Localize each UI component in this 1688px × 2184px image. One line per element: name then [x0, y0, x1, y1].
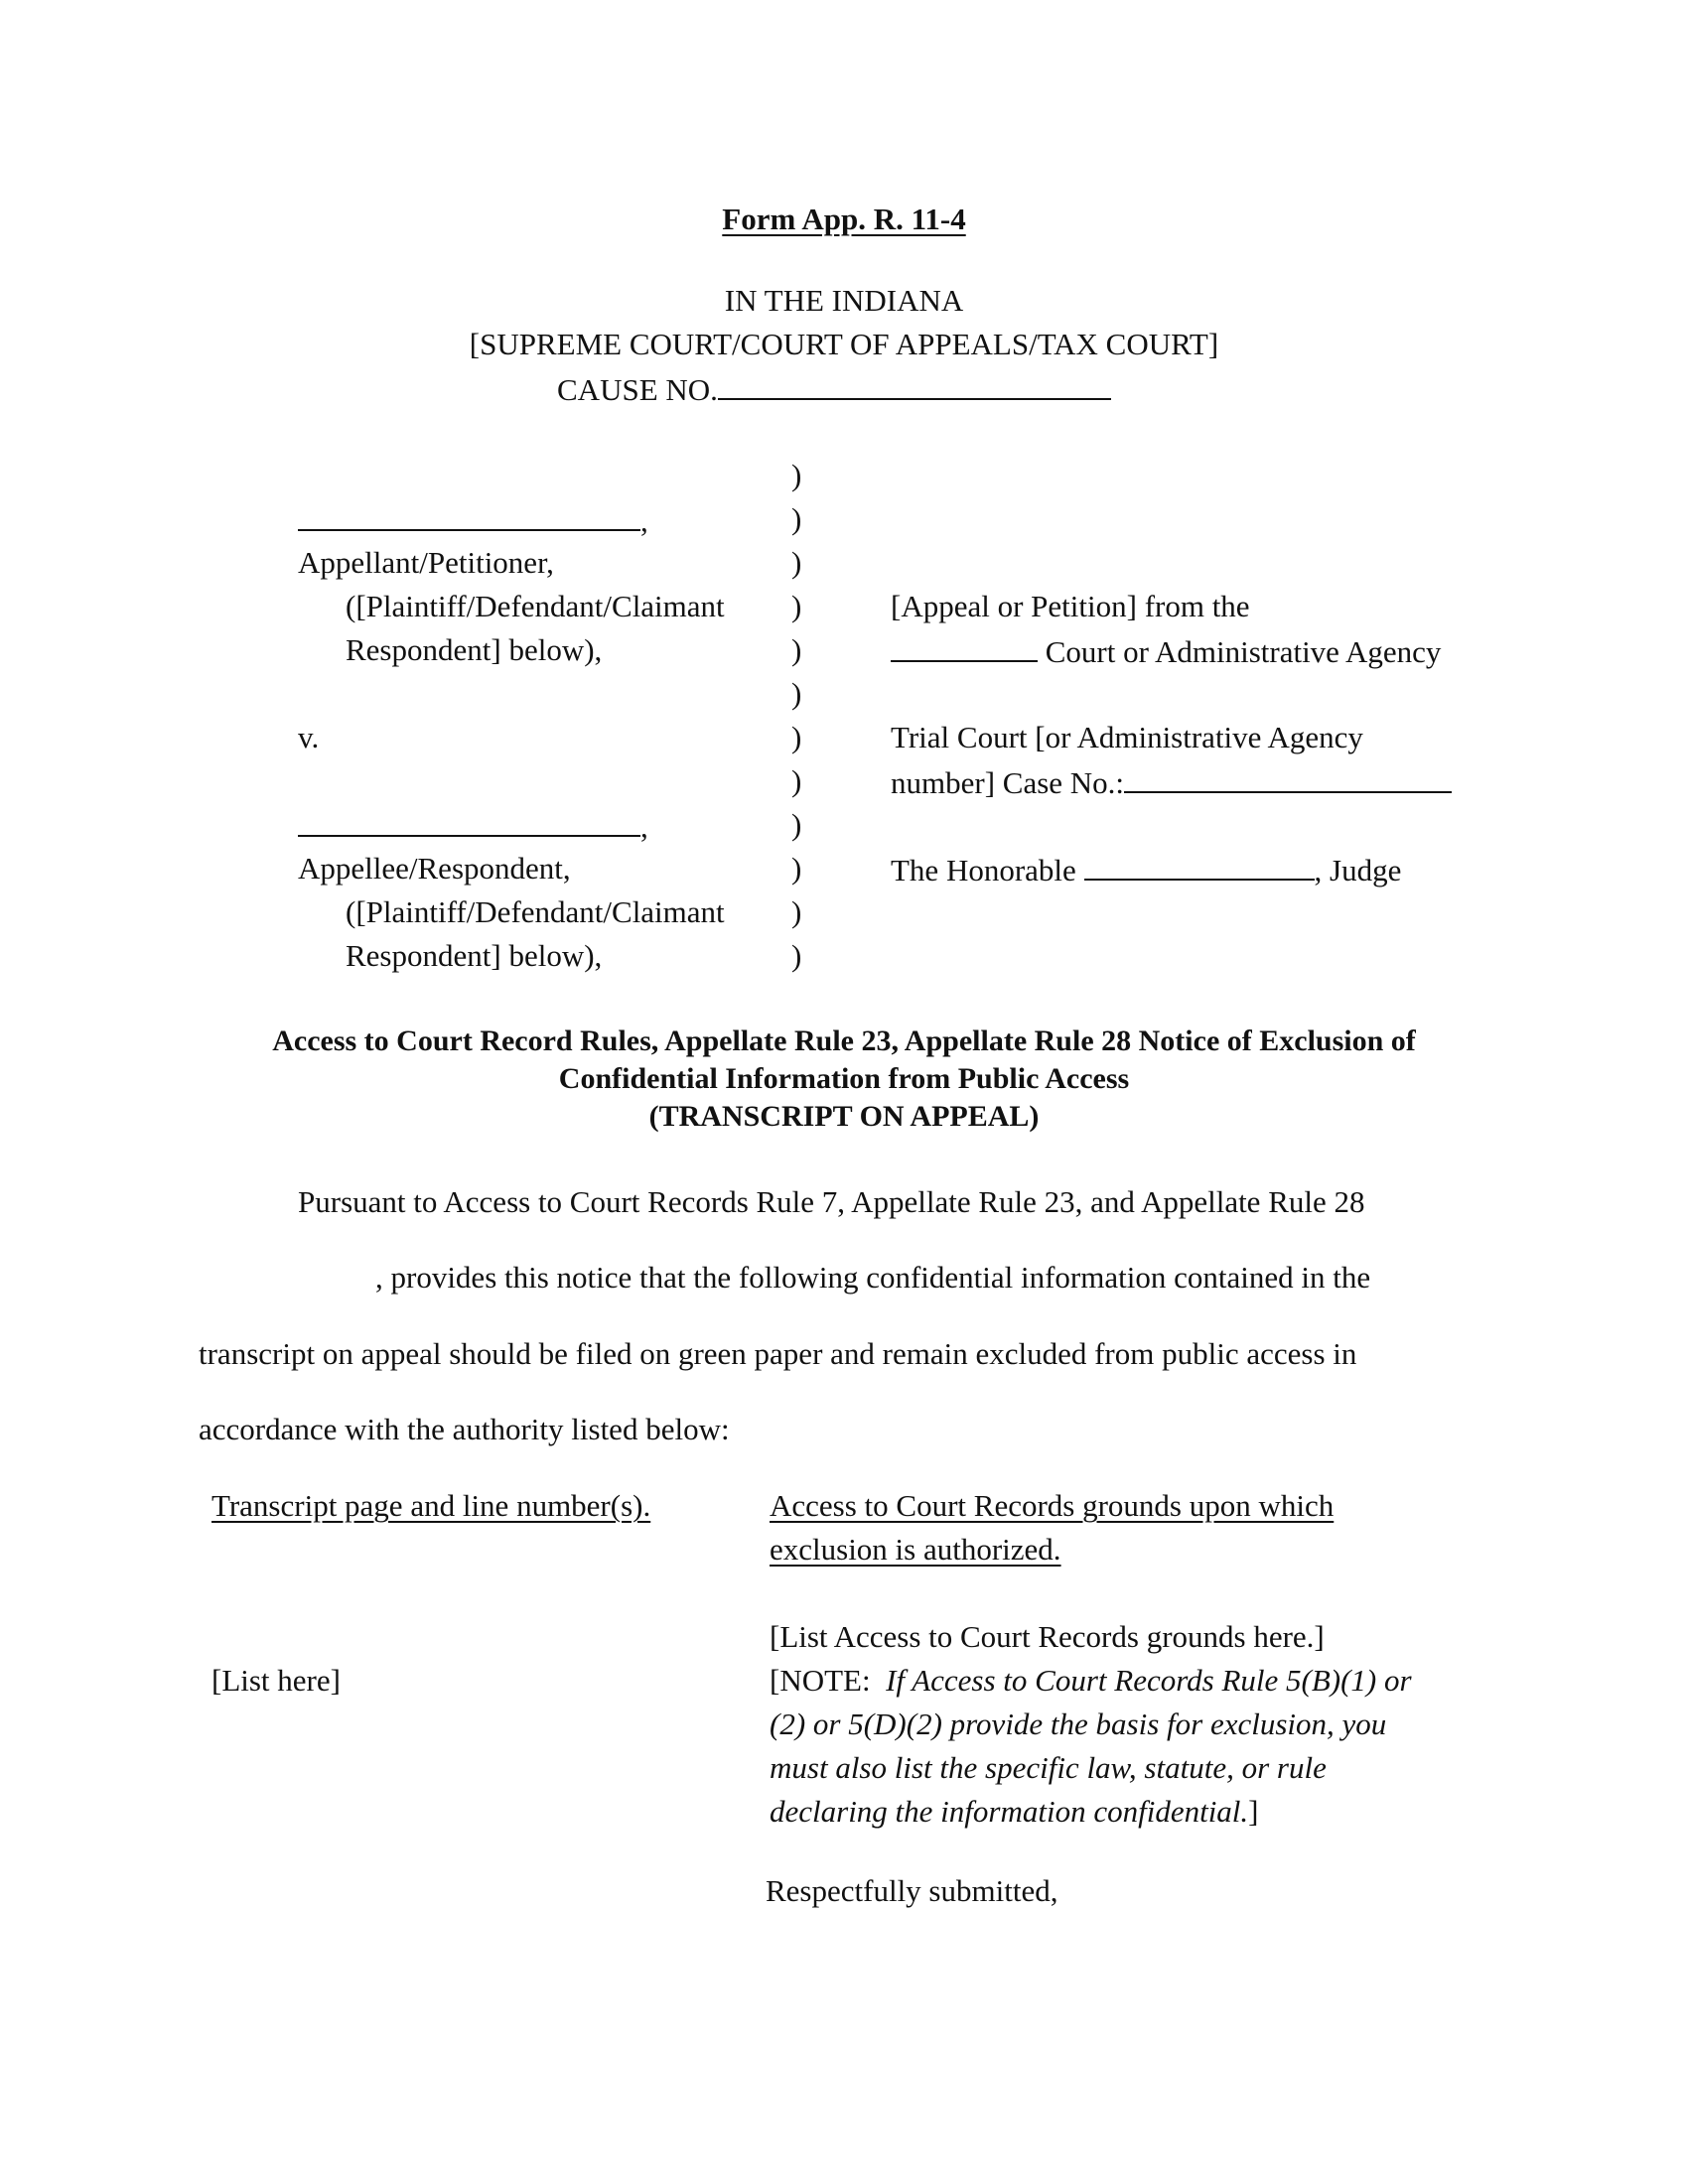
caption-paren: ) [791, 807, 802, 842]
cause-number-blank [718, 372, 1111, 400]
caption-paren: ) [791, 763, 802, 798]
col-header-grounds-2: exclusion is authorized. [770, 1532, 1061, 1567]
caption-paren: ) [791, 894, 802, 929]
body-line-3: transcript on appeal should be filed on green paper and remain excluded from public access in [199, 1336, 1357, 1371]
honorable-line: The Honorable , Judge [891, 853, 1402, 887]
caption-paren: ) [791, 676, 802, 711]
appellant-name-blank [298, 503, 640, 531]
caption-paren: ) [791, 501, 802, 536]
caption-paren: ) [791, 545, 802, 580]
caption-paren: ) [791, 458, 802, 492]
caption-paren: ) [791, 589, 802, 623]
col-header-grounds-1: Access to Court Records grounds upon which [770, 1488, 1335, 1523]
note-line-3: must also list the specific law, statute, or rule [770, 1750, 1327, 1785]
appellee-name-line: , [298, 809, 648, 842]
caption-paren: ) [791, 632, 802, 667]
col-header-transcript: Transcript page and line number(s). [211, 1488, 651, 1523]
notice-title-3: (TRANSCRIPT ON APPEAL) [648, 1100, 1040, 1133]
appellant-role-1: ([Plaintiff/Defendant/Claimant [346, 589, 725, 623]
note-line-4: declaring the information confidential.] [770, 1794, 1259, 1829]
appeal-from: [Appeal or Petition] from the [891, 589, 1250, 623]
notice-title-2: Confidential Information from Public Access [558, 1062, 1130, 1095]
cause-number-line [557, 372, 1111, 405]
notice-title-1: Access to Court Record Rules, Appellate Rule 23, Appellate Rule 28 Notice of Exclusion of [272, 1024, 1416, 1057]
caption-paren: ) [791, 720, 802, 754]
appellant-name-line: , [298, 503, 648, 536]
appellee-role-2: Respondent] below), [346, 938, 603, 973]
list-here: [List here] [211, 1663, 341, 1698]
closing: Respectfully submitted, [766, 1873, 1058, 1908]
trial-case-1: Trial Court [or Administrative Agency [891, 720, 1363, 754]
appellee-role-1: ([Plaintiff/Defendant/Claimant [346, 894, 725, 929]
caption-paren: ) [791, 938, 802, 973]
appellee-label: Appellee/Respondent, [298, 851, 571, 886]
trial-case-line: number] Case No.: [891, 765, 1452, 798]
body-line-2: , provides this notice that the following confidential information contained in the [375, 1260, 1371, 1295]
versus: v. [298, 720, 320, 754]
cause-label: CAUSE NO. [557, 372, 718, 407]
form-id: Form App. R. 11-4 [722, 202, 966, 236]
body-line-4: accordance with the authority listed below: [199, 1412, 730, 1446]
note-line-2: (2) or 5(D)(2) provide the basis for exclusion, you [770, 1706, 1387, 1741]
caption-paren: ) [791, 851, 802, 886]
note-line-1: [NOTE: If Access to Court Records Rule 5(B)(1) or [770, 1663, 1412, 1698]
appellant-role-2: Respondent] below), [346, 632, 603, 667]
body-line-1: Pursuant to Access to Court Records Rule 7, Appellate Rule 23, and Appellate Rule 28 [298, 1184, 1365, 1219]
trial-case-blank [1124, 765, 1452, 793]
court-line-1: IN THE INDIANA [724, 283, 964, 318]
court-line-2: [SUPREME COURT/COURT OF APPEALS/TAX COURT] [469, 327, 1219, 361]
grounds-text: [List Access to Court Records grounds here.] [770, 1619, 1325, 1654]
judge-name-blank [1084, 853, 1315, 881]
appellee-name-blank [298, 809, 640, 837]
court-agency-blank [891, 634, 1038, 662]
court-agency-line: Court or Administrative Agency [891, 634, 1441, 667]
appellant-label: Appellant/Petitioner, [298, 545, 554, 580]
